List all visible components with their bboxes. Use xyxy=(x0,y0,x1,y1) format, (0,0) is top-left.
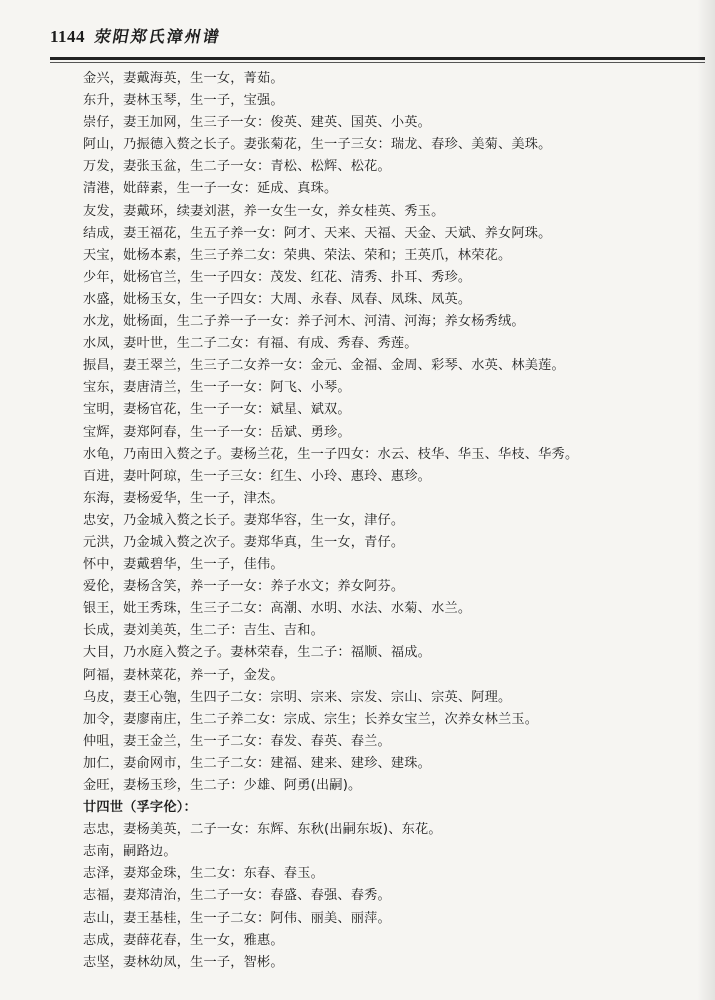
genealogy-entry: 志南，嗣路边。 xyxy=(83,844,177,860)
generation-heading: 廿四世（孚字伦）： xyxy=(83,800,197,816)
page-edge-shadow xyxy=(697,0,715,1000)
genealogy-entry: 金兴，妻戴海英，生一女，菁茹。 xyxy=(83,71,284,86)
genealogy-entry: 金旺，妻杨玉珍，生二子：少雄、阿勇(出嗣)。 xyxy=(83,778,362,793)
genealogy-entry: 水龙，妣杨面，生二子养一子一女：养子河木、河清、河海；养女杨秀绒。 xyxy=(83,314,525,330)
genealogy-entry: 志福，妻郑清治，生二子一女：春盛、春强、春秀。 xyxy=(83,888,391,904)
genealogy-entry: 东海，妻杨爱华，生一子，津杰。 xyxy=(83,490,284,506)
genealogy-entry: 东升，妻林玉琴，生一子，宝强。 xyxy=(83,93,284,109)
genealogy-entry: 少年，妣杨官兰，生一子四女：茂发、红花、清秀、扑耳、秀珍。 xyxy=(83,269,472,285)
genealogy-entry: 阿山，乃振德入赘之长子。妻张菊花，生一子三女：瑞龙、春珍、美菊、美珠。 xyxy=(83,137,552,153)
genealogy-entry: 志山，妻王基桂，生一子二女：阿伟、丽美、丽萍。 xyxy=(83,910,391,926)
page-number: 1144 xyxy=(50,27,86,46)
genealogy-entry: 振昌，妻王翠兰，生三子二女养一女：金元、金福、金周、彩琴、水英、林美莲。 xyxy=(83,358,565,374)
genealogy-entry: 志坚，妻林幼凤，生一子，智彬。 xyxy=(83,954,284,970)
genealogy-entry: 乌皮，妻王心匏，生四子二女：宗明、宗来、宗发、宗山、宗英、阿理。 xyxy=(83,689,512,705)
genealogy-entry: 银王，妣王秀珠，生三子二女：高潮、水明、水法、水菊、水兰。 xyxy=(83,601,472,617)
genealogy-entry: 结成，妻王福花，生五子养一女：阿才、天来、天福、天金、天斌、养女阿珠。 xyxy=(83,225,552,241)
genealogy-entry: 忠安，乃金城入赘之长子。妻郑华容，生一女，津仔。 xyxy=(83,512,405,528)
genealogy-entry: 加仁，妻俞网市，生二子二女：建福、建来、建珍、建珠。 xyxy=(83,755,432,771)
genealogy-entry: 水盛，妣杨玉女，生一子四女：大周、永春、凤春、凤珠、凤英。 xyxy=(83,291,472,307)
genealogy-entry: 爱伦，妻杨含笑，养一子一女：养子水文；养女阿芬。 xyxy=(83,579,405,595)
genealogy-entry: 志泽，妻郑金珠，生二女：东春、春玉。 xyxy=(83,866,324,882)
genealogy-entry: 大目，乃水庭入赘之子。妻林荣春，生二子：福顺、福成。 xyxy=(83,645,432,661)
genealogy-entry: 元洪，乃金城入赘之次子。妻郑华真，生一女，青仔。 xyxy=(83,534,405,550)
genealogy-entry: 崇仔，妻王加网，生三子一女：俊英、建英、国英、小英。 xyxy=(83,115,432,131)
genealogy-entry: 百进，妻叶阿琼，生一子三女：红生、小玲、惠玲、惠珍。 xyxy=(83,468,432,484)
running-title: 荥阳郑氏漳州谱 xyxy=(93,27,223,46)
genealogy-entry: 怀中，妻戴碧华，生一子，佳伟。 xyxy=(83,557,284,573)
genealogy-entry: 阿福，妻林菜花，养一子，金发。 xyxy=(83,667,284,683)
page-header xyxy=(50,24,221,54)
genealogy-entry: 友发，妻戴环，续妻刘湛，养一女生一女，养女桂英、秀玉。 xyxy=(83,203,445,219)
genealogy-entry: 清港，妣薛素，生一子一女：延成、真珠。 xyxy=(83,181,338,197)
genealogy-entry: 水龟，乃南田入赘之子。妻杨兰花，生一子四女：水云、枝华、华玉、华枝、华秀。 xyxy=(83,446,579,462)
genealogy-entry: 志成，妻薛花春，生一女，雅惠。 xyxy=(83,932,284,948)
header-rule xyxy=(50,57,705,60)
genealogy-entry: 宝辉，妻郑阿春，生一子一女：岳斌、勇珍。 xyxy=(83,424,351,440)
genealogy-entry: 万发，妻张玉盆，生二子一女：青松、松辉、松花。 xyxy=(83,159,391,175)
genealogy-entry: 仲咀，妻王金兰，生一子二女：春发、春英、春兰。 xyxy=(83,733,391,749)
genealogy-entry: 宝明，妻杨官花，生一子一女：斌星、斌双。 xyxy=(83,402,351,418)
genealogy-entry: 宝东，妻唐清兰，生一子一女：阿飞、小琴。 xyxy=(83,380,351,396)
genealogy-entry: 加令，妻廖南庄，生二子养二女：宗成、宗生；长养女宝兰，次养女林兰玉。 xyxy=(83,711,539,727)
body-text xyxy=(83,68,693,974)
header-rule-thin xyxy=(50,62,705,63)
genealogy-entry: 水凤，妻叶世，生二子二女：有福、有成、秀春、秀莲。 xyxy=(83,336,418,352)
genealogy-entry: 志忠，妻杨美英，二子一女：东辉、东秋(出嗣东坂)、东花。 xyxy=(83,822,442,838)
genealogy-entry: 长成，妻刘美英，生二子：吉生、吉和。 xyxy=(83,623,324,639)
genealogy-entry: 天宝，妣杨本素，生三子养二女：荣典、荣法、荣和；王英爪，林荣花。 xyxy=(83,247,512,263)
